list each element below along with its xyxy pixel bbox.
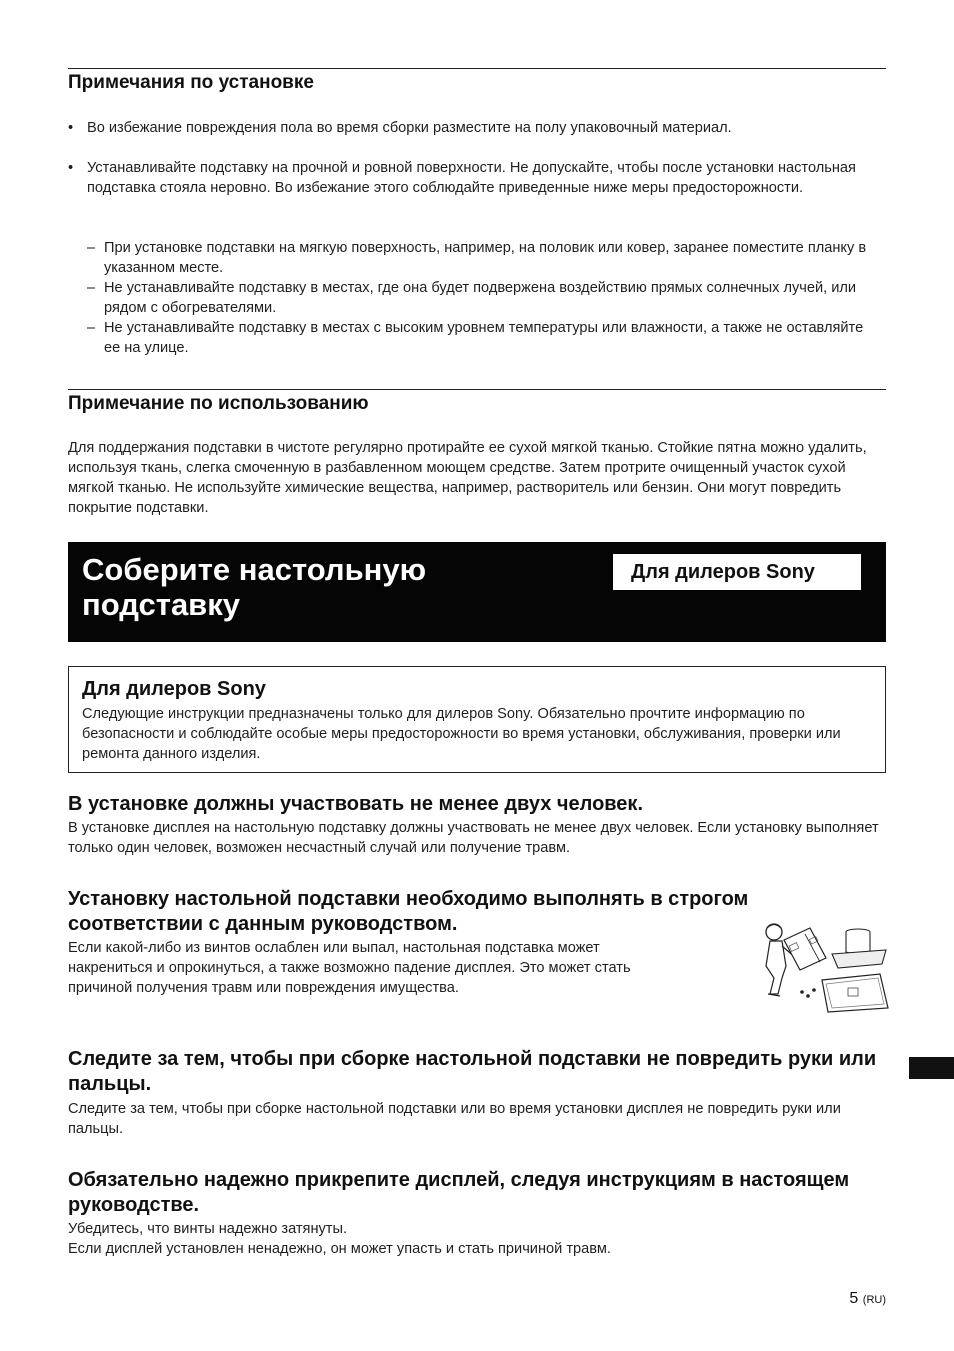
dash-marker: – <box>87 280 96 296</box>
page-language-suffix: (RU) <box>862 1294 886 1306</box>
section-text: Следите за тем, чтобы при сборке настольной подставки или во время установки дисплея не повредить руки или пальцы. <box>68 1101 841 1137</box>
dealer-notice-box <box>68 666 886 773</box>
section-text-line: Убедитесь, что винты надежно затянуты. <box>68 1221 348 1237</box>
dealer-notice-text: Следующие инструкции предназначены только для дилеров Sony. Обязательно прочтите информацию по безопасности и соблюдайте особые меры предосторожности во время установки, обслуживания, проверки или ремонта данного изделия. <box>82 706 841 762</box>
section-rule <box>68 389 886 390</box>
page-number <box>849 1289 886 1310</box>
chapter-banner <box>68 542 886 642</box>
usage-note-title: Примечание по использованию <box>68 393 369 414</box>
banner-badge: Для дилеров Sony <box>613 554 861 590</box>
dash-text: Не устанавливайте подставку в местах, где она будет подвержена воздействию прямых солнечных лучей, или рядом с обогревателями. <box>104 280 857 316</box>
section-title: В установке должны участвовать не менее двух человек. <box>68 793 643 815</box>
section-text-line: Если дисплей установлен ненадежно, он может упасть и стать причиной травм. <box>68 1241 611 1257</box>
chapter-tab-marker <box>909 1057 954 1079</box>
bullet-text: Во избежание повреждения пола во время сборки разместите на полу упаковочный материал. <box>87 120 732 136</box>
bullet-text: Устанавливайте подставку на прочной и ровной поверхности. Не допускайте, чтобы после установки настольная подставка стояла неровно. Во избежание этого соблюдайте приведенные ниже меры предосторожности. <box>87 160 856 196</box>
dash-marker: – <box>87 240 96 256</box>
installation-notes-title: Примечания по установке <box>68 72 314 93</box>
banner-title: Соберите настольную подставку <box>82 552 427 622</box>
person-body <box>766 941 786 994</box>
section-text: Если какой-либо из винтов ослаблен или выпал, настольная подставка может накрениться и опрокинуться, а также возможно падение дисплея. Это может стать причиной получения травм или повреждения имущества. <box>68 940 631 996</box>
section-text: В установке дисплея на настольную подставку должны участвовать не менее двух человек. Если установку выполняет только один человек, возможен несчастный случай или получение травм. <box>68 820 879 856</box>
page-number-value: 5 <box>849 1290 859 1307</box>
section-rule <box>68 68 886 69</box>
dash-marker: – <box>87 320 96 336</box>
section-title: Установку настольной подставки необходимо выполнять в строгом соответствии с данным руководством. <box>68 888 749 935</box>
section-title: Следите за тем, чтобы при сборке настольной подставки не повредить руки или пальцы. <box>68 1048 877 1095</box>
installation-illustration <box>752 918 890 1014</box>
bullet-marker: • <box>68 120 74 136</box>
dealer-notice-title: Для дилеров Sony <box>82 678 266 700</box>
bullet-marker: • <box>68 160 74 176</box>
dash-text: При установке подставки на мягкую поверхность, например, на половик или ковер, заранее поместите планку в указанном месте. <box>104 240 867 276</box>
dash-text: Не устанавливайте подставку в местах с высоким уровнем температуры или влажности, а также не оставляйте ее на улице. <box>104 320 864 356</box>
usage-note-text: Для поддержания подставки в чистоте регулярно протирайте ее сухой мягкой тканью. Стойкие пятна можно удалить, используя ткань, слегка смоченную в разбавленном моющем средстве. Затем протрите очищенный участок сухой мягкой тканью. Не используйте химические вещества, например, растворитель или бензин. Они могут повредить покрытие подставки. <box>68 440 867 516</box>
stand-part <box>846 932 870 954</box>
packing-material <box>832 950 886 968</box>
section-title: Обязательно надежно прикрепите дисплей, следуя инструкциям в настоящем руководстве. <box>68 1169 850 1216</box>
